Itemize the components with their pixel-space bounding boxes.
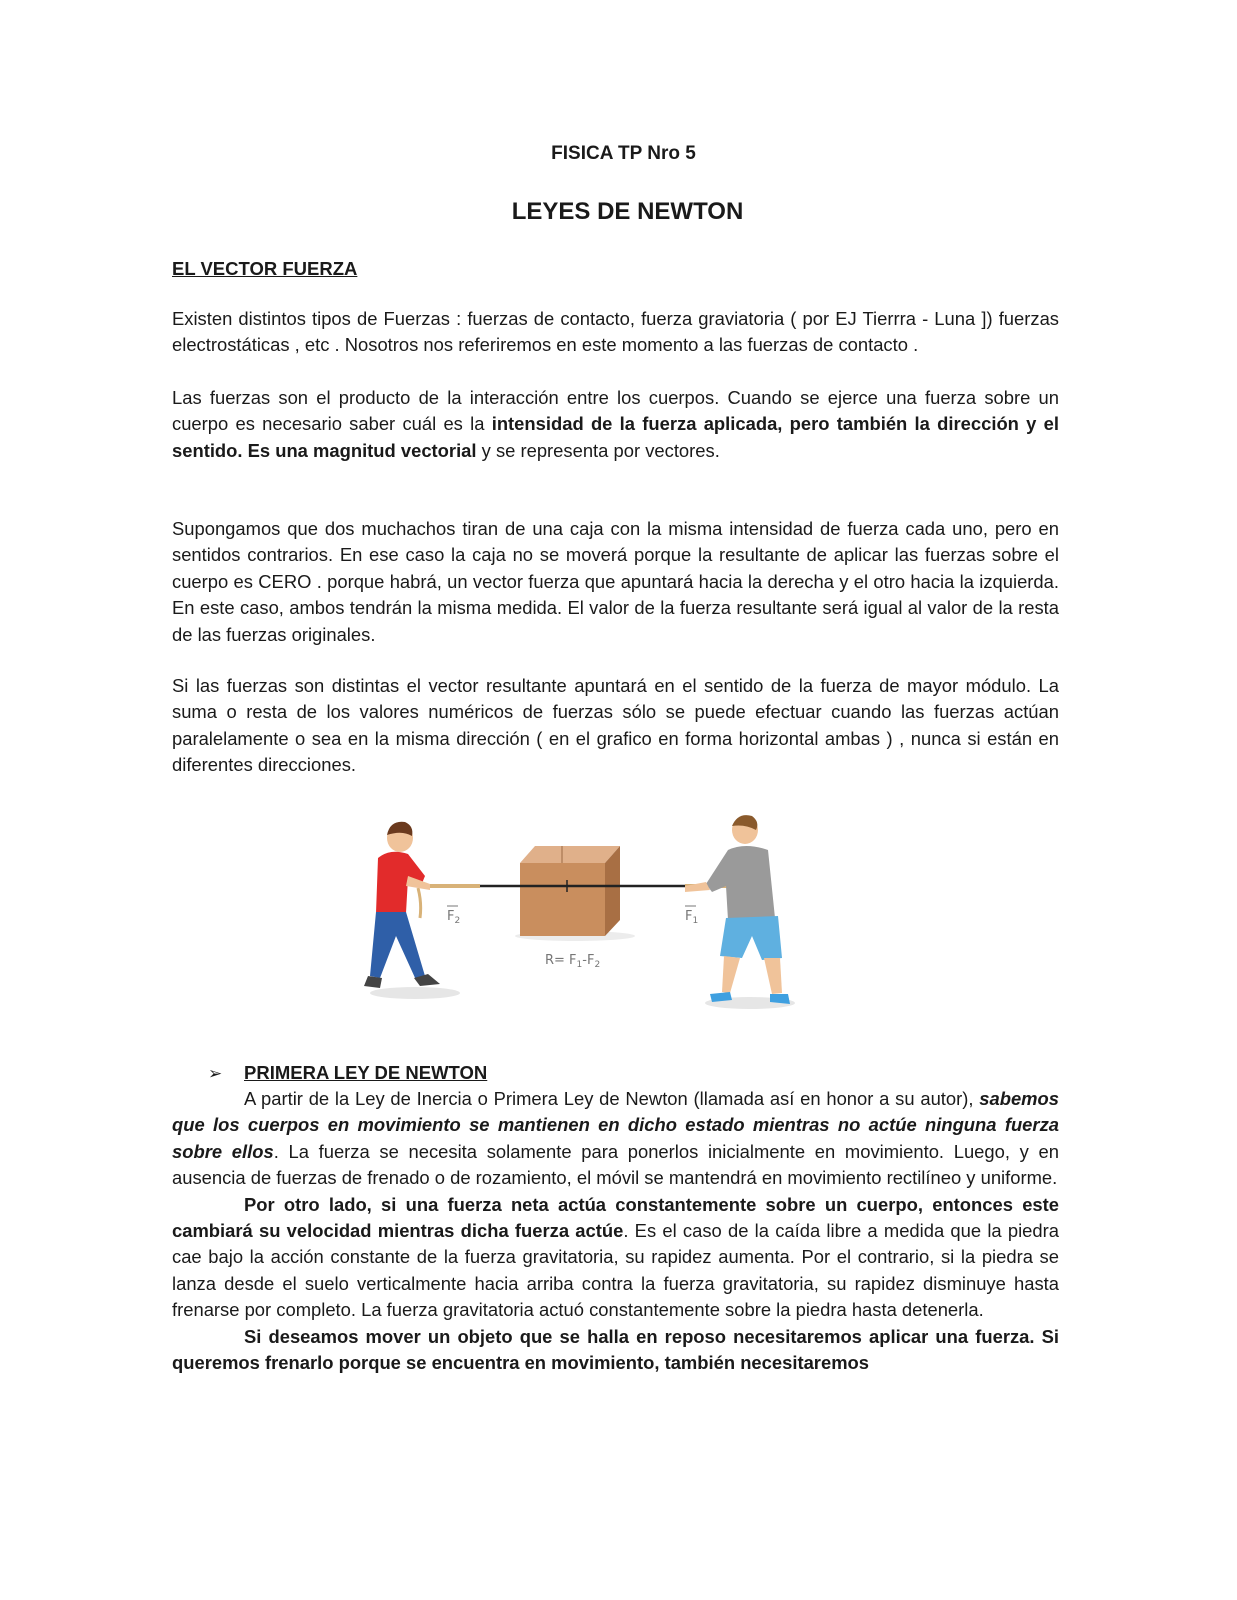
text-run-bold: Por otro lado, si una fuerza neta actúa constantemente sobre un cuerpo, entonces este cambiará su velocidad mientras dicha fuerza actúe: [172, 1193, 1059, 1242]
paragraph-force-interaction: [172, 385, 1059, 464]
label-f1: $F_1$: [685, 909, 699, 926]
text-run: y se representa por vectores.: [476, 439, 720, 461]
label-f2: $F_2$: [447, 909, 461, 926]
section-heading-primera-ley: [208, 1062, 487, 1084]
text-run-bold-italic: sabemos que los cuerpos en movimiento se mantienen en dicho estado mientras no actúe ninguna fuerza sobre ellos: [172, 1088, 1059, 1162]
text-run-bold: intensidad de la fuerza aplicada, pero también la dirección y el sentido. Es una magnitud vectorial: [172, 413, 1060, 461]
box-icon: [520, 846, 620, 936]
document-subtitle: LEYES DE NEWTON: [511, 198, 744, 225]
label-resultant: $R= F_1-F_2$: [545, 953, 601, 970]
paragraph-types-of-forces: Existen distintos tipos de Fuerzas : fuerzas de contacto, fuerza graviatoria ( por EJ Tierrra - Luna ]) fuerzas electrostáticas , etc . Nosotros nos referiremos en este momento a las fuerzas de contacto .: [172, 308, 1059, 356]
tug-of-war-illustration: [350, 808, 820, 1023]
text-run: Las fuerzas son el producto de la interacción entre los cuerpos. Cuando se ejerce una fuerza sobre un cuerpo es necesario saber cuál es la: [172, 387, 1059, 435]
paragraph-different-forces: Si las fuerzas son distintas el vector resultante apuntará en el sentido de la fuerza de mayor módulo. La suma o resta de los valores numéricos de fuerzas sólo se puede efectuar cuando las fuerzas actúan paralelamente o sea en la misma dirección ( en el grafico en forma horizontal ambas ) , nunca si están en diferentes direcciones.: [172, 675, 1059, 776]
boy-right-icon: [685, 815, 790, 1004]
text-run-bold: Si deseamos mover un objeto que se halla en reposo necesitaremos aplicar una fuerza. Si queremos frenarlo porque se encuentra en movimiento, también necesitaremos: [172, 1325, 1059, 1374]
boy-left-icon: [364, 822, 440, 988]
section-heading-vector-fuerza: EL VECTOR FUERZA: [172, 258, 358, 279]
paragraph-inertia: A partir de la Ley de Inercia o Primera Ley de Newton (llamada así en honor a su autor), sabemos que los cuerpos en movimiento se mantienen en dicho estado mientras no actúe ninguna fuerza sobre ellos. La fuerza se necesita solamente para ponerlos inicialmente en movimiento. Luego, y en ausencia de fuerzas de frenado o de rozamiento, el móvil se mantendrá en movimiento rectilíneo y uniforme.: [172, 1088, 1059, 1189]
bullet-arrow-icon: ➢: [208, 1064, 223, 1083]
paragraph-tug-of-war: Supongamos que dos muchachos tiran de una caja con la misma intensidad de fuerza cada uno, pero en sentidos contrarios. En ese caso la caja no se moverá porque la resultante de aplicar las fuerzas sobre el cuerpo es CERO . porque habrá, un vector fuerza que apuntará hacia la derecha y el otro hacia la izquierda. En este caso, ambos tendrán la misma medida. El valor de la fuerza resultante será igual al valor de la resta de las fuerzas originales.: [172, 518, 1059, 645]
shadow-left: [370, 987, 460, 999]
paragraph-move-object: [172, 1324, 1059, 1377]
section-body-primera-ley: [172, 1086, 1059, 1376]
document-title: FISICA TP Nro 5: [551, 143, 696, 164]
section-heading-label: PRIMERA LEY DE NEWTON: [244, 1062, 488, 1083]
paragraph-net-force: Por otro lado, si una fuerza neta actúa constantemente sobre un cuerpo, entonces este cambiará su velocidad mientras dicha fuerza actúe. Es el caso de la caída libre a medida que la piedra cae bajo la acción constante de la fuerza gravitatoria, su rapidez aumenta. Por el contrario, si la piedra se lanza desde el suelo verticalmente hacia arriba contra la fuerza gravitatoria, su rapidez disminuye hasta frenarse por completo. La fuerza gravitatoria actuó constantemente sobre la piedra hasta detenerla.: [172, 1193, 1059, 1321]
